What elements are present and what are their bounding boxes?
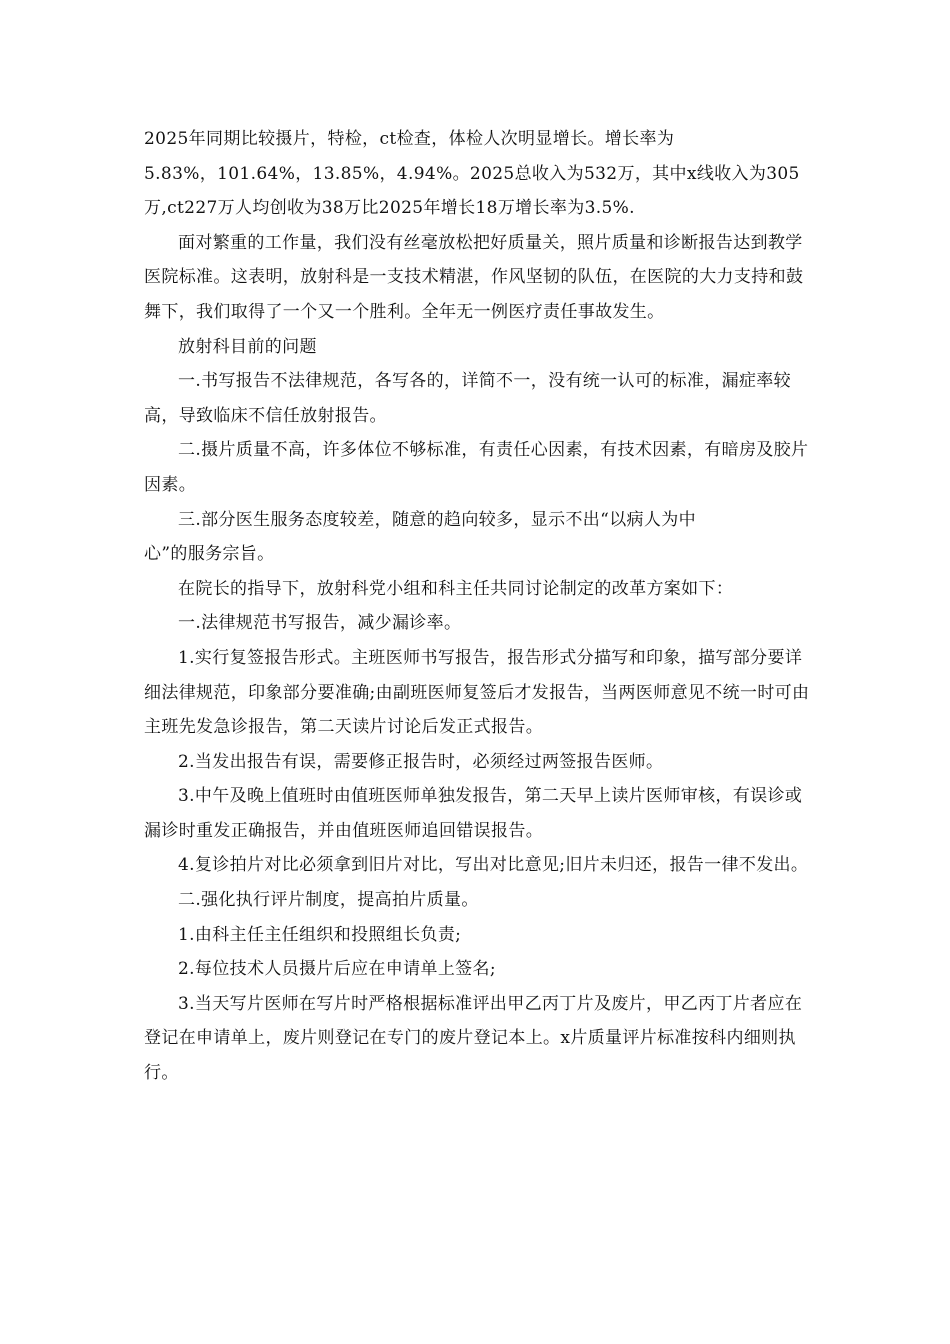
reform-1-item-2: 2.当发出报告有误，需要修正报告时，必须经过两签报告医师。 (178, 751, 664, 772)
paragraph-line: 万,ct227万人均创收为38万比2025年增长18万增长率为3.5%. (144, 198, 635, 219)
paragraph-line: 2025年同期比较摄片，特检，ct检查，体检人次明显增长。增长率为 (144, 129, 675, 149)
reform-section-2-heading: 二.强化执行评片制度，提高拍片质量。 (178, 890, 479, 911)
problem-item-2: 二.摄片质量不高，许多体位不够标准，有责任心因素，有技术因素，有暗房及胶片因素。 (144, 440, 809, 495)
document-body (144, 122, 814, 1091)
reform-1-item-3: 3.中午及晚上值班时由值班医师单独发报告，第二天早上读片医师审核，有误诊或漏诊时重发正确报告，并由值班医师追回错误报告。 (144, 786, 803, 841)
paragraph-quality-control: 面对繁重的工作量，我们没有丝毫放松把好质量关，照片质量和诊断报告达到教学医院标准。这表明，放射科是一支技术精湛，作风坚韧的队伍，在医院的大力支持和鼓舞下，我们取得了一个又一个胜利。全年无一例医疗责任事故发生。 (144, 232, 804, 322)
paragraph-line: 三.部分医生服务态度较差，随意的趋向较多，显示不出“以病人为中 (178, 509, 696, 530)
section-heading-problems: 放射科目前的问题 (178, 336, 317, 357)
problem-item-1: 一.书写报告不法律规范，各写各的，详简不一，没有统一认可的标准，漏症率较高，导致临床不信任放射报告。 (144, 371, 792, 426)
problem-item-3 (144, 503, 814, 572)
reform-intro: 在院长的指导下，放射科党小组和科主任共同讨论制定的改革方案如下： (178, 578, 734, 599)
paragraph-line: 心”的服务宗旨。 (144, 544, 275, 565)
paragraph-line: 5.83%，101.64%，13.85%，4.94%。2025总收入为532万，其中x线收入为305 (144, 163, 800, 184)
reform-1-item-1: 1.实行复签报告形式。主班医师书写报告，报告形式分描写和印象，描写部分要详细法律规范，印象部分要准确;由副班医师复签后才发报告，当两医师意见不统一时可由主班先发急诊报告，第二天读片讨论后发正式报告。 (144, 647, 810, 738)
reform-1-item-4: 4.复诊拍片对比必须拿到旧片对比，写出对比意见;旧片未归还，报告一律不发出。 (178, 855, 809, 876)
reform-section-1-heading: 一.法律规范书写报告，减少漏诊率。 (178, 613, 462, 634)
reform-2-item-2: 2.每位技术人员摄片后应在申请单上签名; (178, 959, 496, 980)
reform-2-item-1: 1.由科主任主任组织和投照组长负责; (178, 924, 462, 945)
paragraph-growth-stats (144, 122, 814, 226)
reform-2-item-3: 3.当天写片医师在写片时严格根据标准评出甲乙丙丁片及废片，甲乙丙丁片者应在登记在申请单上，废片则登记在专门的废片登记本上。x片质量评片标准按科内细则执行。 (144, 993, 803, 1084)
